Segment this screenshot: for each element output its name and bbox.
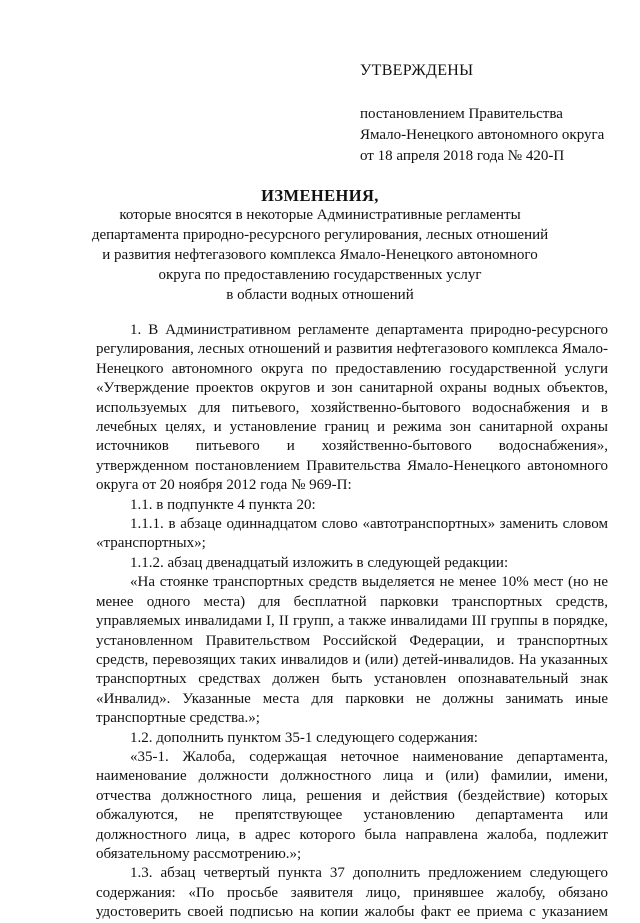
subtitle-line: которые вносятся в некоторые Административные регламенты bbox=[119, 207, 521, 223]
paragraph-35-1-text: «35-1. Жалоба, содержащая неточное наименование департамента, наименование должности должностного лица и (или) фамилии, имени, отчества должностного лица, решения и действия (бездействие) которых обжалуются, не препятствующее установлению департамента или должностного лица, в адрес которого была направлена жалоба, подлежит обязательному рассмотрению.»; bbox=[96, 748, 608, 862]
decree-reference bbox=[360, 104, 604, 167]
decree-line: от 18 апреля 2018 года № 420-П bbox=[360, 148, 565, 164]
document-title: ИЗМЕНЕНИЯ, bbox=[261, 186, 379, 205]
paragraph-1: 1. В Административном регламенте департамента природно-ресурсного регулирования, лесных отношений и развития нефтегазового комплекса Ямало-Ненецкого автономного округа по предоставлению государственной услуги «Утверждение проектов округов и зон санитарной охраны водных объектов, используемых для питьевого, хозяйственно-бытового водоснабжения и в лечебных целях, и установление границ и режима зон санитарной охраны источников питьевого и хозяйственно-бытового водоснабжения», утвержденном постановлением Правительства Ямало-Ненецкого автономного округа от 20 ноября 2012 года № 969-П: bbox=[96, 322, 608, 494]
paragraph-1-1-2: 1.1.2. абзац двенадцатый изложить в следующей редакции: bbox=[130, 554, 509, 571]
paragraph-1-1-1: 1.1.1. в абзаце одиннадцатом слово «автотранспортных» заменить словом «транспортных»; bbox=[96, 516, 608, 552]
paragraph-1-1: 1.1. в подпункте 4 пункта 20: bbox=[130, 496, 316, 513]
approved-label: УТВЕРЖДЕНЫ bbox=[360, 62, 474, 79]
decree-line: постановлением Правительства bbox=[360, 106, 563, 122]
paragraph-1-3: 1.3. абзац четвертый пункта 37 дополнить предложением следующего содержания: «По просьбе заявителя лицо, принявшее жалобу, обязано удостоверить своей подписью на копии жалобы факт ее приема с указанием bbox=[96, 865, 608, 921]
document-subtitle bbox=[80, 205, 560, 305]
decree-line: Ямало-Ненецкого автономного округа bbox=[360, 127, 605, 143]
document-body bbox=[96, 321, 608, 923]
subtitle-line: и развития нефтегазового комплекса Ямало-Ненецкого автономного bbox=[102, 247, 538, 263]
paragraph-1-2: 1.2. дополнить пунктом 35-1 следующего содержания: bbox=[130, 729, 478, 746]
subtitle-line: в области водных отношений bbox=[226, 287, 414, 303]
subtitle-line: округа по предоставлению государственных услуг bbox=[158, 267, 482, 283]
paragraph-parking-text: «На стоянке транспортных средств выделяется не менее 10% мест (но не менее одного места) для бесплатной парковки транспортных средств, управляемых инвалидами I, II групп, а также инвалидами III группы в порядке, установленном Правительством Российской Федерации, и транспортных средств, перевозящих таких инвалидов и (или) детей-инвалидов. На указанных транспортных средствах должен быть установлен опознавательный знак «Инвалид». Указанные места для парковки не должны занимать иные транспортные средства.»; bbox=[96, 574, 608, 727]
subtitle-line: департамента природно-ресурсного регулирования, лесных отношений bbox=[91, 227, 549, 243]
